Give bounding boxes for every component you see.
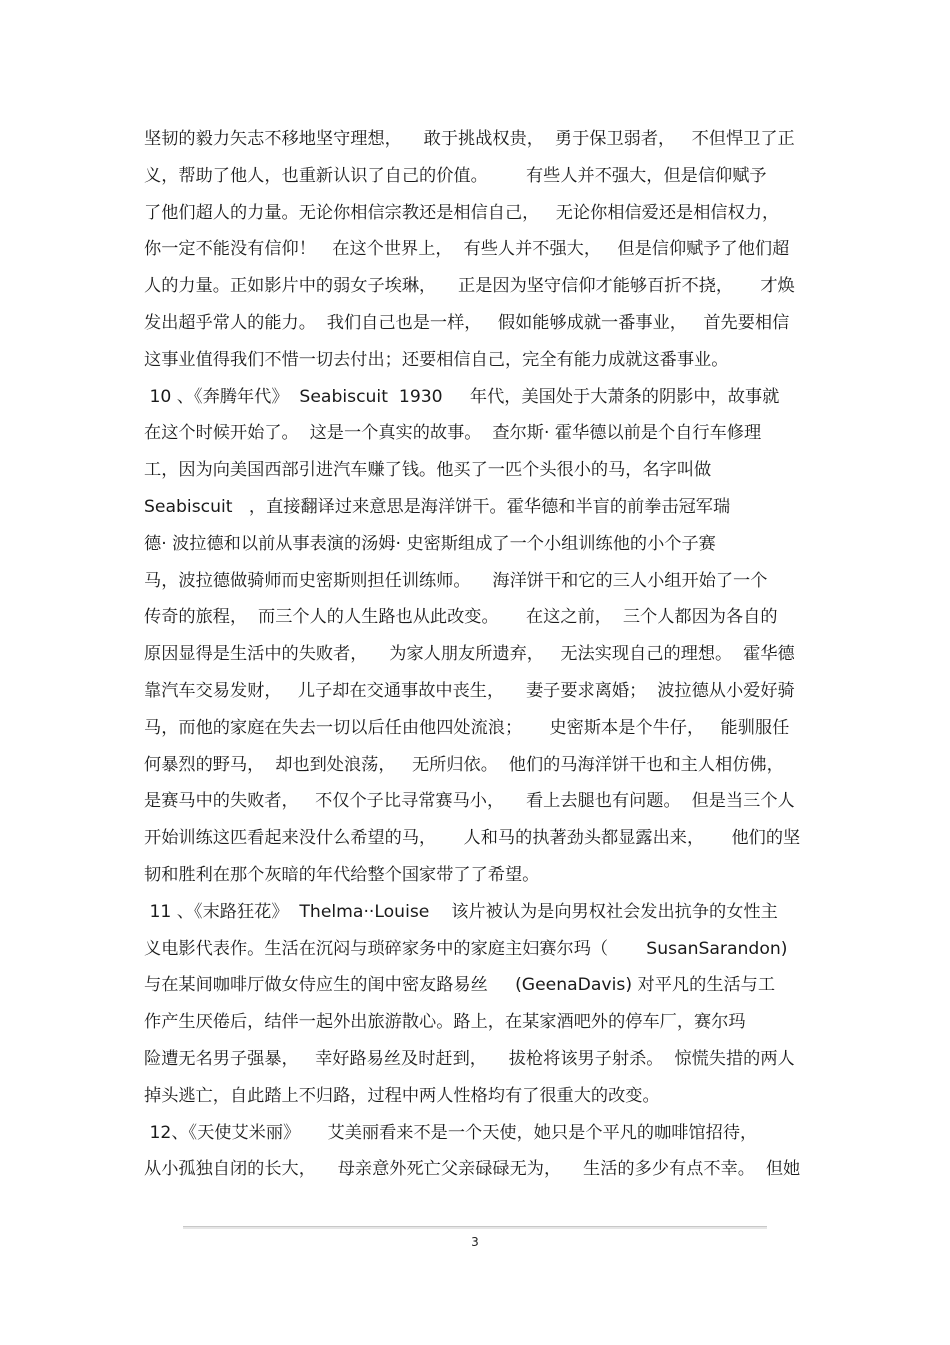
text-line: 11 、《末路狂花》 Thelma··Louise 该片被认为是向男权社会发出抗争的女性主 <box>144 901 778 922</box>
text-line: 掉头逃亡，自此踏上不归路，过程中两人性格均有了很重大的改变。 <box>144 1085 660 1106</box>
text-line: 何暴烈的野马， 却也到处浪荡， 无所归依。 他们的马海洋饼干也和主人相仿佛， <box>144 754 784 775</box>
text-line: 义电影代表作。生活在沉闷与琐碎家务中的家庭主妇赛尔玛（ SusanSarandon) <box>144 938 788 959</box>
text-line: 工，因为向美国西部引进汽车赚了钱。他买了一匹个头很小的马，名字叫做 <box>144 460 712 481</box>
text-line: 坚韧的毅力矢志不移地坚守理想， 敢于挑战权贵， 勇于保卫弱者， 不但悍卫了正 <box>144 129 795 149</box>
text-line: 靠汽车交易发财， 儿子却在交通事故中丧生， 妻子要求离婚； 波拉德从小爱好骑 <box>144 680 795 701</box>
text-line: 韧和胜利在那个灰暗的年代给整个国家带了了希望。 <box>144 864 540 885</box>
text-line: Seabiscuit ，直接翻译过来意思是海洋饼干。霍华德和半盲的前拳击冠军瑞 <box>144 496 731 517</box>
text-line: 德· 波拉德和以前从事表演的汤姆· 史密斯组成了一个小组训练他的小个子赛 <box>144 533 716 554</box>
text-line: 10 、《奔腾年代》 Seabiscuit 1930 年代，美国处于大萧条的阴影中，故事就 <box>144 386 780 407</box>
text-line: 马，波拉德做骑师而史密斯则担任训练师。 海洋饼干和它的三人小组开始了一个 <box>144 570 768 591</box>
text-line: 原因显得是生活中的失败者， 为家人朋友所遗弃， 无法实现自己的理想。 霍华德 <box>144 644 795 665</box>
text-line: 是赛马中的失败者， 不仅个子比寻常赛马小， 看上去腿也有问题。 但是当三个人 <box>144 791 795 812</box>
text-line: 传奇的旅程， 而三个人的人生路也从此改变。 在这之前， 三个人都因为各自的 <box>144 607 778 628</box>
page-number: 3 <box>471 1235 479 1249</box>
text-line: 与在某间咖啡厅做女侍应生的闺中密友路易丝 (GeenaDavis) 对平凡的生活与工 <box>144 975 776 996</box>
text-line: 义，帮助了他人，也重新认识了自己的价值。 有些人并不强大，但是信仰赋予 <box>144 165 767 186</box>
body-text <box>144 121 814 1188</box>
text-line: 这事业值得我们不惜一切去付出；还要相信自己，完全有能力成就这番事业。 <box>144 349 729 370</box>
text-line: 在这个时候开始了。 这是一个真实的故事。 查尔斯· 霍华德以前是个自行车修理 <box>144 423 762 444</box>
text-line: 人的力量。正如影片中的弱女子埃琳， 正是因为坚守信仰才能够百折不挠， 才焕 <box>144 276 795 297</box>
footer-divider <box>183 1226 767 1229</box>
text-line: 险遭无名男子强暴， 幸好路易丝及时赶到， 拔枪将该男子射杀。 惊慌失措的两人 <box>144 1048 795 1069</box>
text-line: 从小孤独自闭的长大， 母亲意外死亡父亲碌碌无为， 生活的多少有点不幸。 但她 <box>144 1159 801 1180</box>
text-line: 马，而他的家庭在失去一切以后任由他四处流浪； 史密斯本是个牛仔， 能驯服任 <box>144 717 790 738</box>
text-line: 作产生厌倦后，结伴一起外出旅游散心。路上，在某家酒吧外的停车厂，赛尔玛 <box>144 1012 746 1033</box>
text-line: 了他们超人的力量。无论你相信宗教还是相信自己， 无论你相信爱还是相信权力， <box>144 202 780 223</box>
text-line: 开始训练这匹看起来没什么希望的马， 人和马的执著劲头都显露出来， 他们的坚 <box>144 828 801 849</box>
text-line: 你一定不能没有信仰！ 在这个世界上， 有些人并不强大， 但是信仰赋予了他们超 <box>144 239 790 260</box>
text-line: 发出超乎常人的能力。 我们自己也是一样， 假如能够成就一番事业， 首先要相信 <box>144 312 790 333</box>
text-line: 12、《天使艾米丽》 艾美丽看来不是一个天使，她只是个平凡的咖啡馆招待， <box>144 1122 758 1143</box>
